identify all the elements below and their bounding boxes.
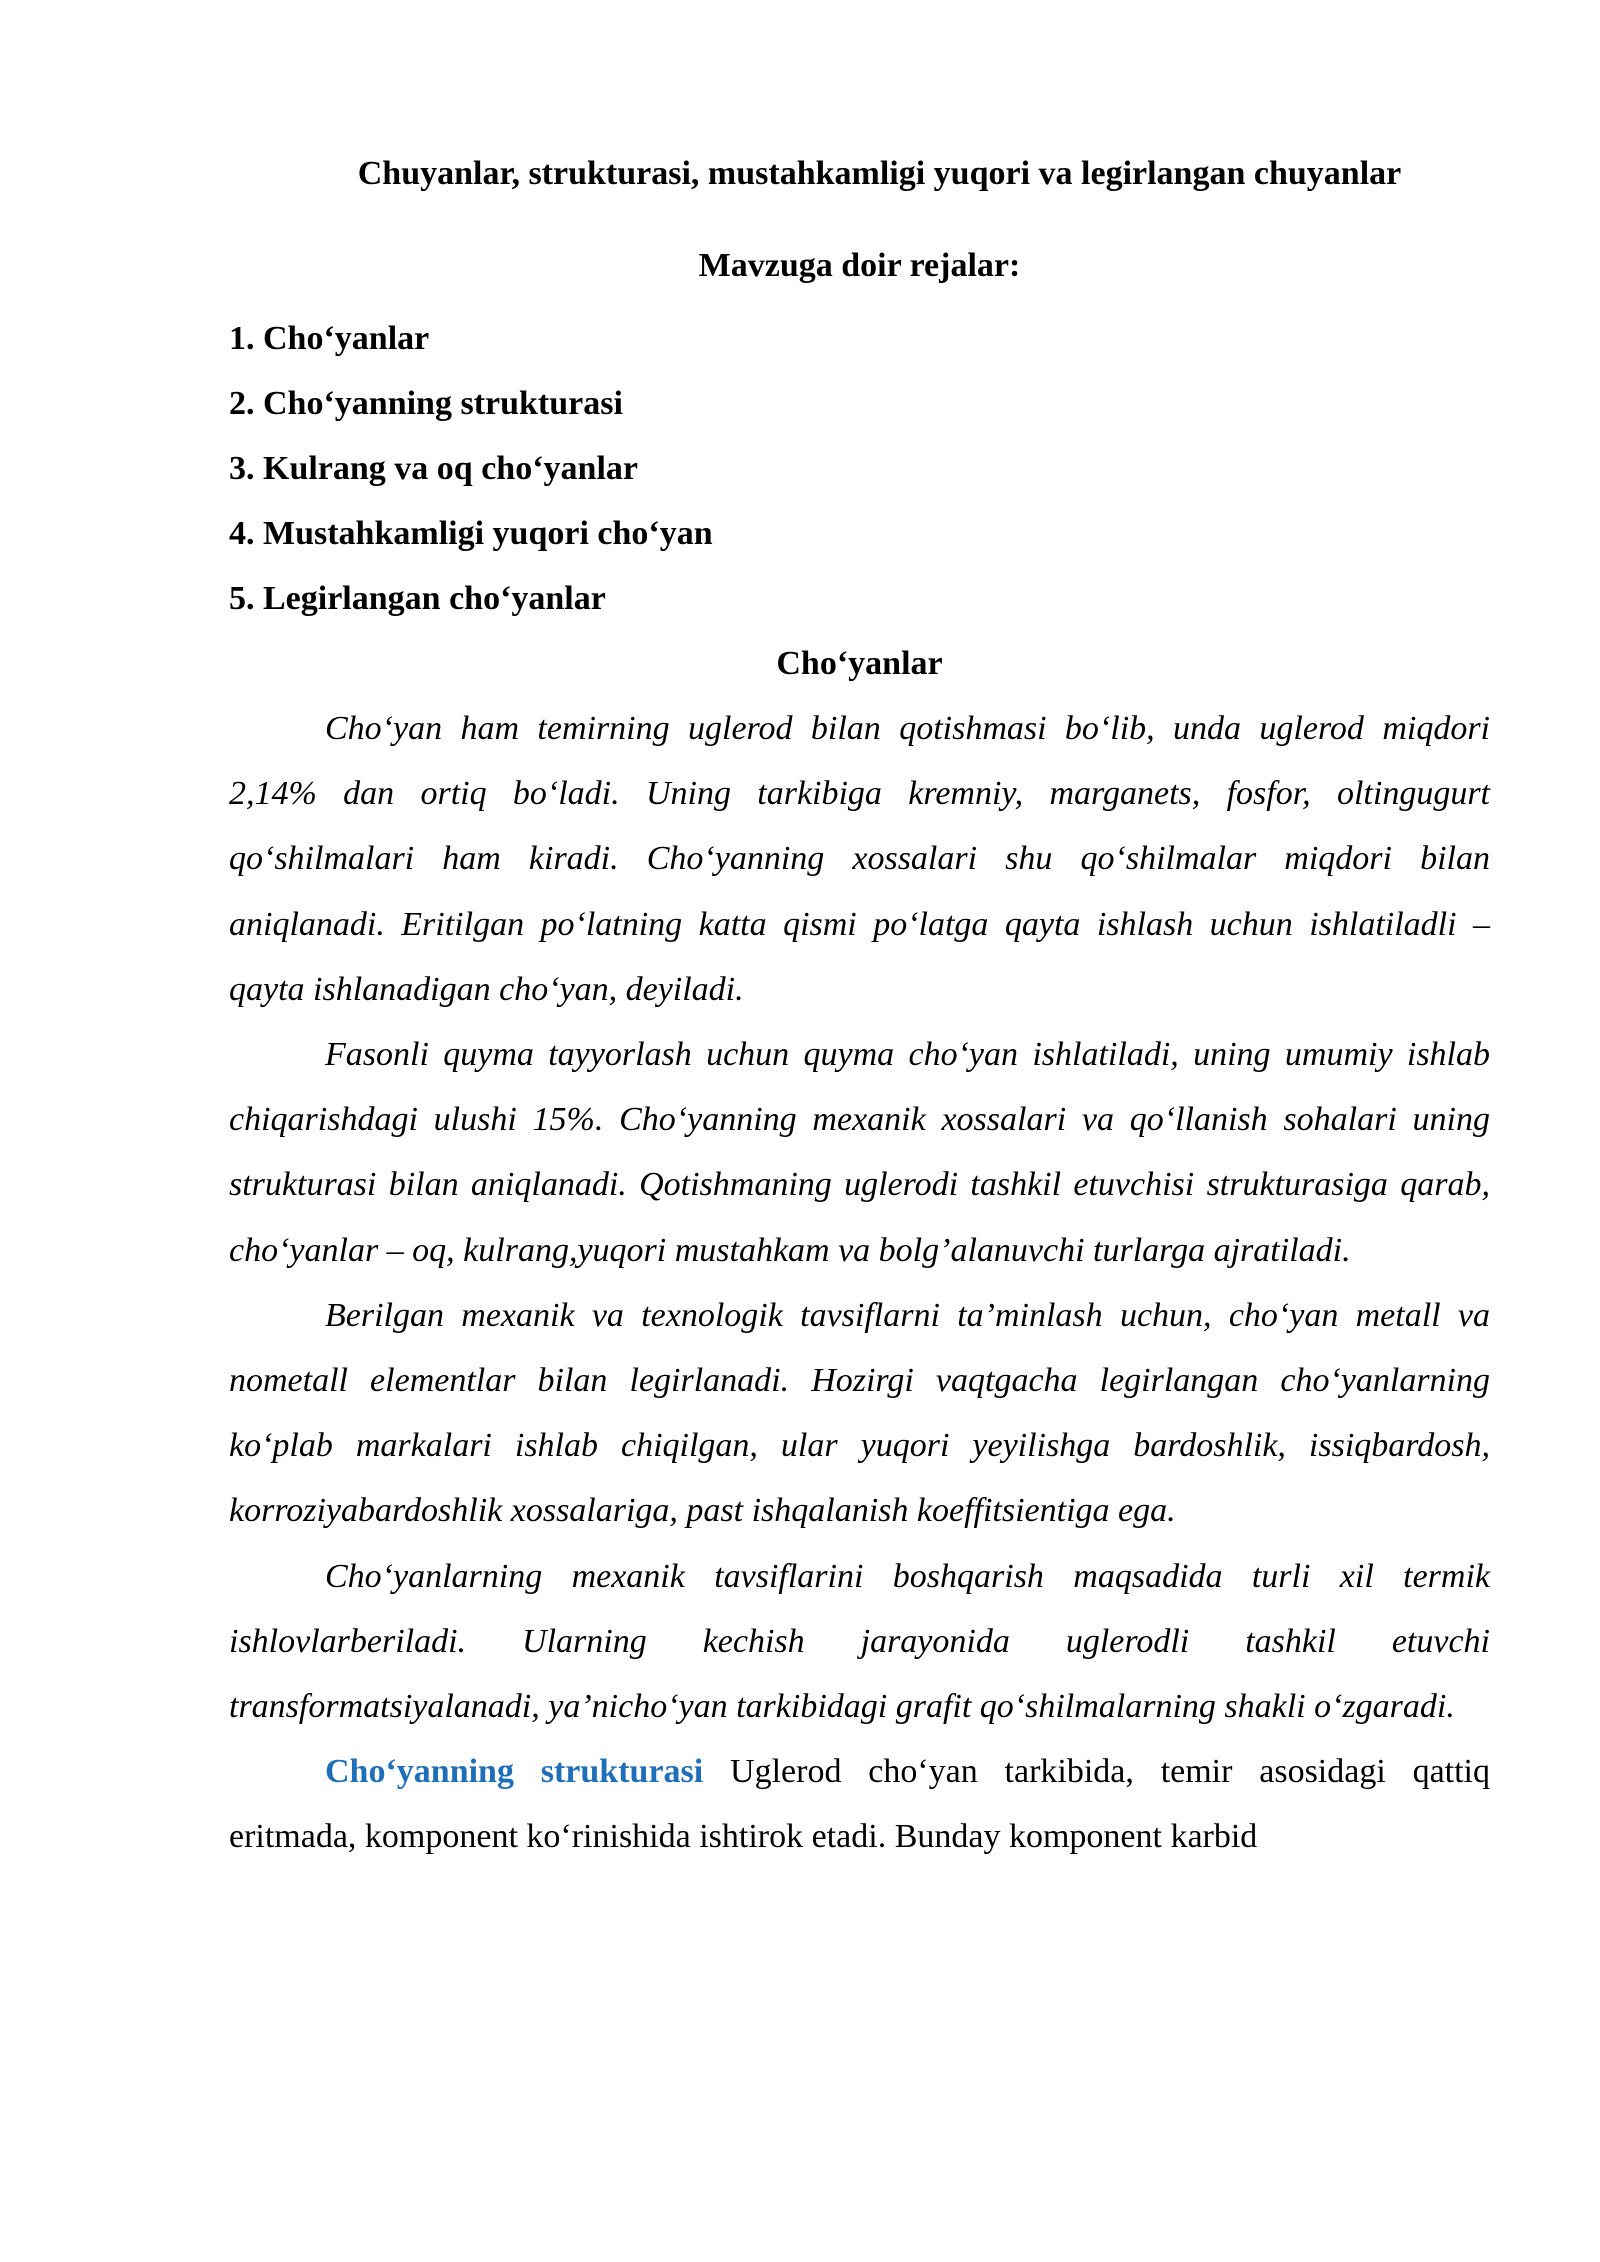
section-heading: Cho‘yanlar — [776, 645, 943, 682]
document-content — [229, 148, 1490, 1870]
plan-item: 1. Cho‘yanlar — [229, 320, 430, 357]
plan-item: 2. Cho‘yanning strukturasi — [229, 385, 623, 422]
body-paragraph: Cho‘yanlarning mexanik tavsiflarini boshqarish maqsadida turli xil termik ishlovlarberiladi. Ularning kechish jarayonida uglerodli tashkil etuvchi transformatsiyalanadi, ya’nicho‘yan tarkibidagi grafit qo‘shilmalarning shakli o‘zgaradi. — [229, 1557, 1490, 1726]
body-paragraph: Berilgan mexanik va texnologik tavsiflarni ta’minlash uchun, cho‘yan metall va nometall elementlar bilan legirlanadi. Hozirgi vaqtgacha legirlangan cho‘yanlarning ko‘plab markalari ishlab chiqilgan, ular yuqori yeyilishga bardoshlik, issiqbardosh, korroziyabardoshlik xossalariga, past ishqalanish koeffitsientiga ega. — [229, 1296, 1490, 1530]
structure-paragraph — [229, 1739, 1490, 1869]
structure-heading-inline: Cho‘yanning strukturasi — [325, 1753, 704, 1791]
body-paragraph: Cho‘yan ham temirning uglerod bilan qotishmasi bo‘lib, unda uglerod miqdori 2,14% dan ortiq bo‘ladi. Uning tarkibiga kremniy, marganets, fosfor, oltingugurt qo‘shilmalari ham kiradi. Cho‘yanning xossalari shu qo‘shilmalar miqdori bilan aniqlanadi. Eritilgan po‘latning katta qismi po‘latga qayta ishlash uchun ishlatiladli – qayta ishlanadigan cho‘yan, deyiladi. — [229, 710, 1490, 1008]
plan-item: 4. Mustahkamligi yuqori cho‘yan — [229, 515, 713, 552]
structure-paragraph-text: Uglerod cho‘yan tarkibida, temir asosidagi qattiq eritmada, komponent ko‘rinishida ishtirok etadi. Bunday komponent karbid — [229, 1753, 1491, 1856]
document-title: Chuyanlar, strukturasi, mustahkamligi yuqori va legirlangan chuyanlar — [357, 155, 1402, 192]
plan-item: 3. Kulrang va oq cho‘yanlar — [229, 450, 638, 487]
plan-item: 5. Legirlangan cho‘yanlar — [229, 580, 606, 617]
plan-list — [229, 306, 1490, 631]
body-paragraph: Fasonli quyma tayyorlash uchun quyma cho‘yan ishlatiladi, uning umumiy ishlab chiqarishdagi ulushi 15%. Cho‘yanning mexanik xossalari va qo‘llanish sohalari uning strukturasi bilan aniqlanadi. Qotishmaning uglerodi tashkil etuvchisi strukturasiga qarab, cho‘yanlar – oq, kulrang,yuqori mustahkam va bolg’alanuvchi turlarga ajratiladi. — [229, 1036, 1490, 1269]
plan-heading: Mavzuga doir rejalar: — [698, 247, 1021, 284]
